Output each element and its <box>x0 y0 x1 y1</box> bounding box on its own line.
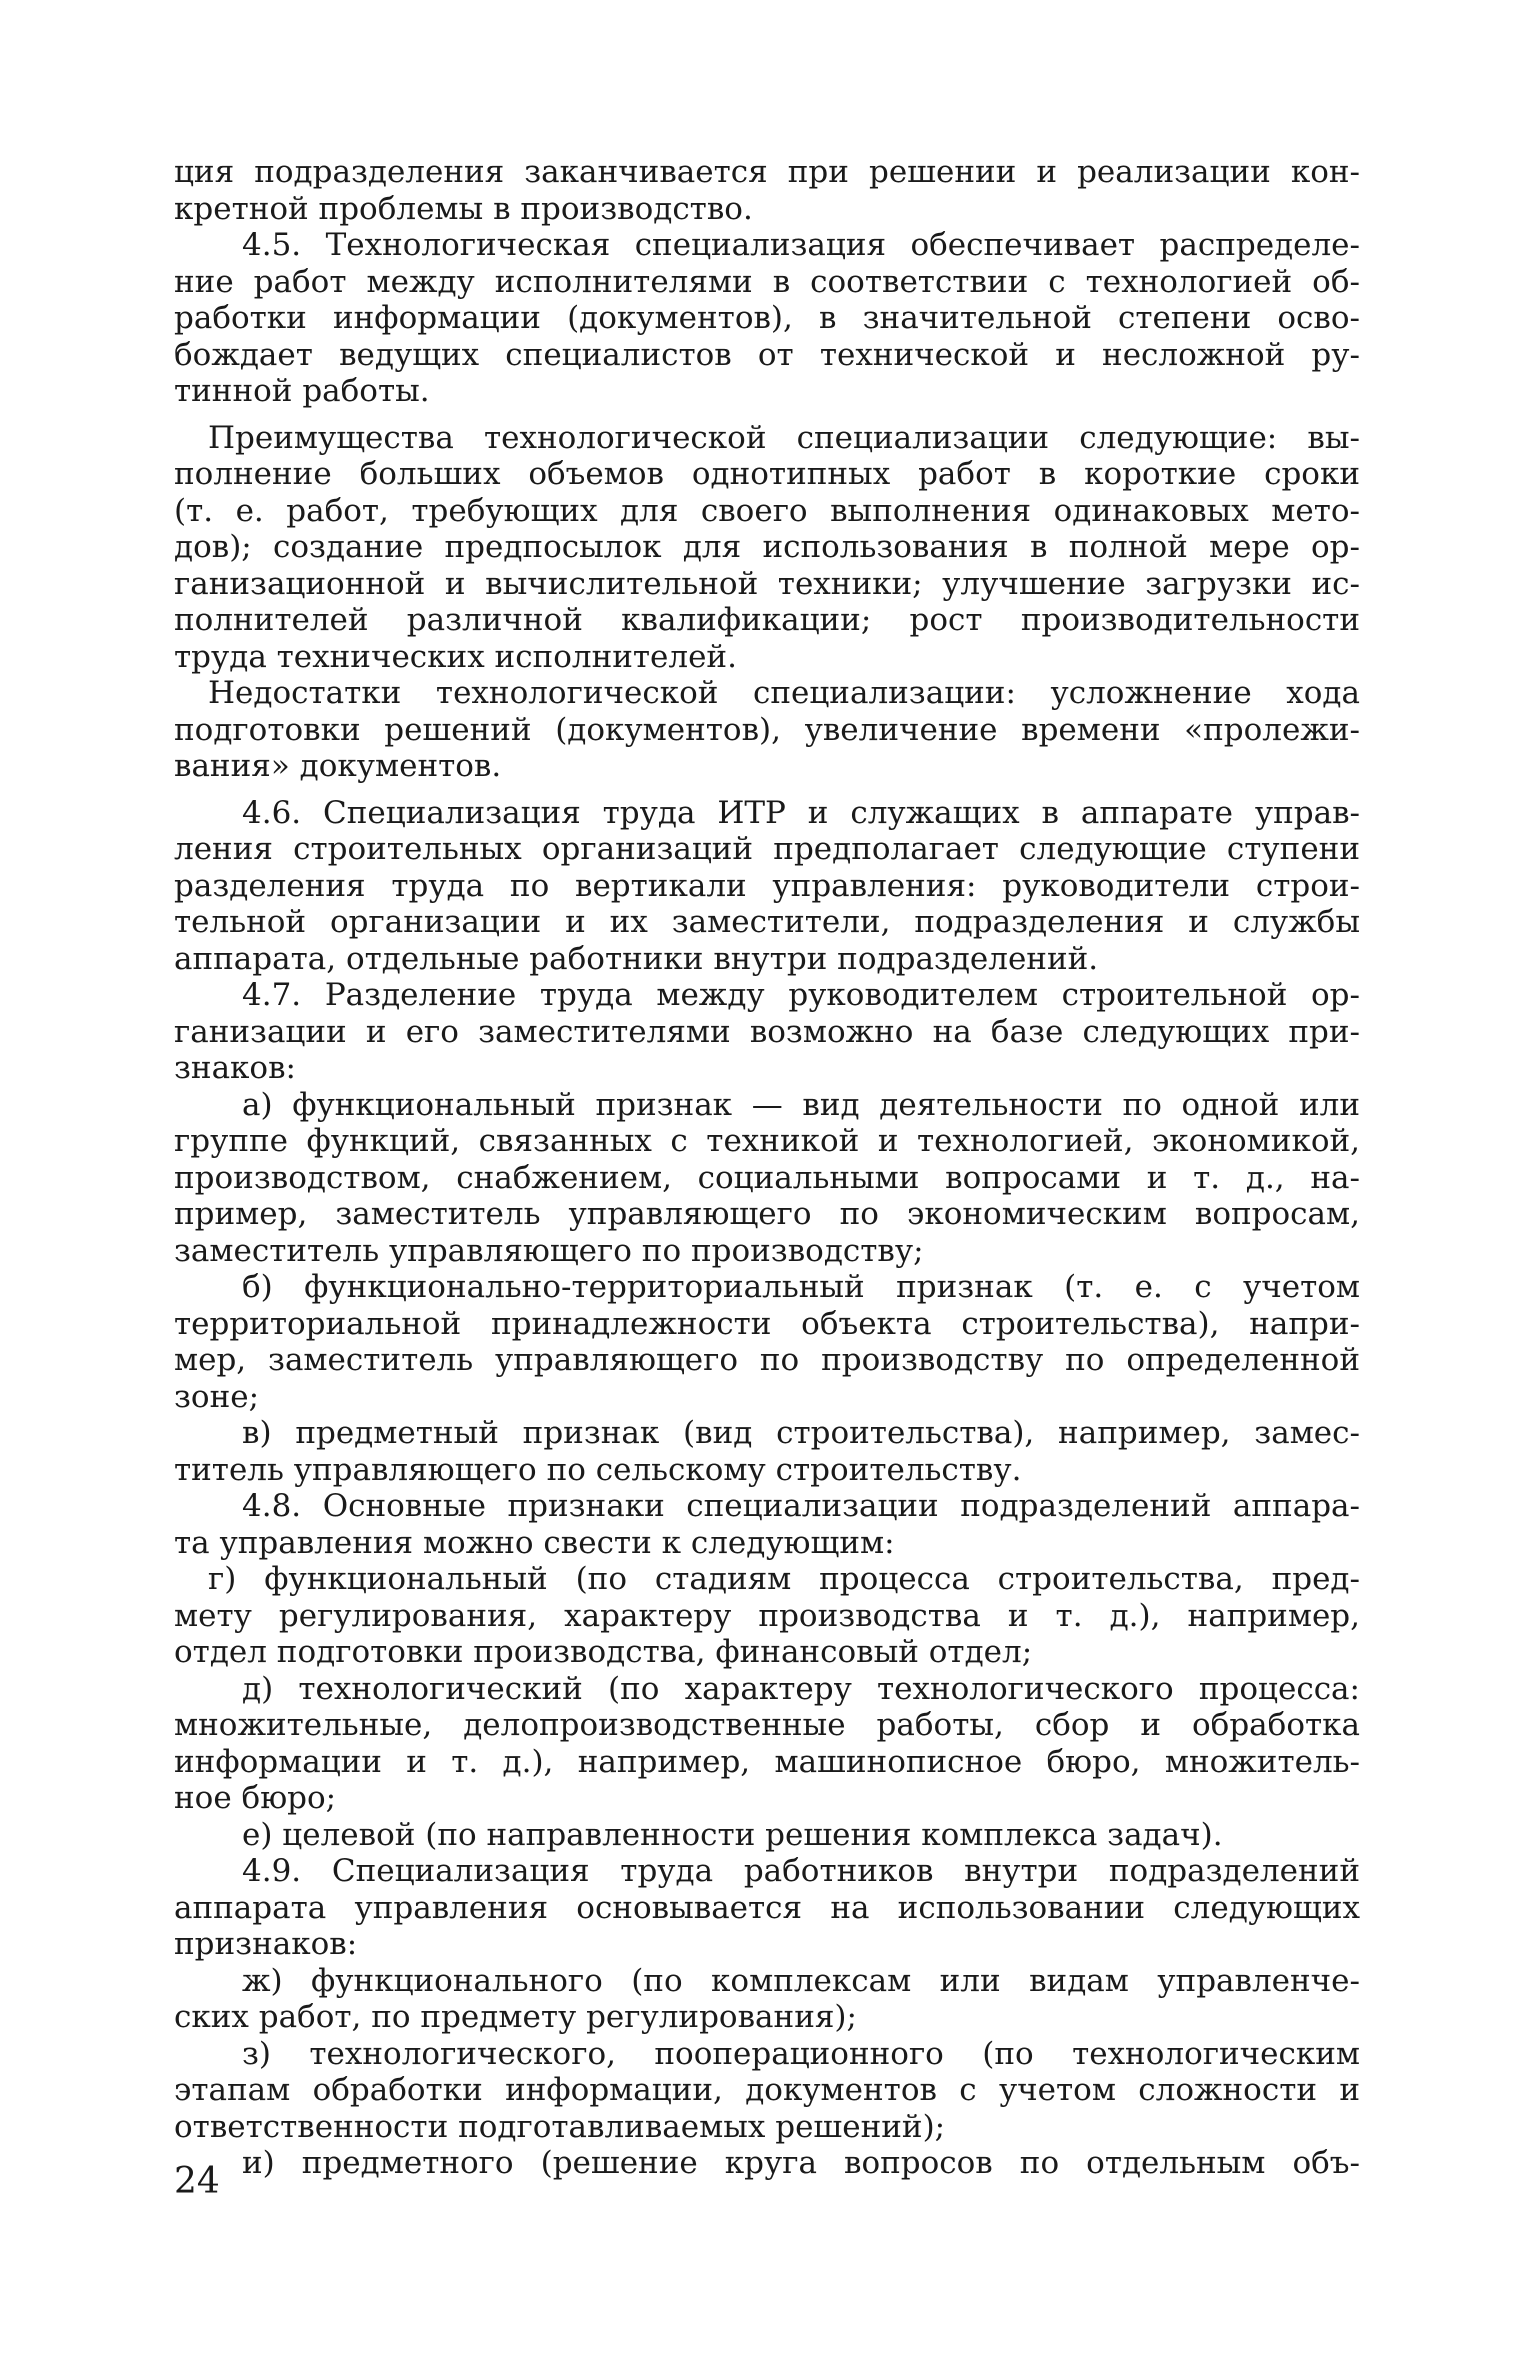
text-line: дов); создание предпосылок для использования в полной мере ор- <box>174 529 1360 565</box>
text-line: ное бюро; <box>174 1780 337 1816</box>
text-line: (т. е. работ, требующих для своего выполнения одинаковых мето- <box>174 492 1360 529</box>
text-line: ганизационной и вычислительной техники; улучшение загрузки ис- <box>174 565 1360 602</box>
text-line: ответственности подготавливаемых решений); <box>174 2108 946 2145</box>
text-line: разделения труда по вертикали управления: руководители строи- <box>174 867 1360 904</box>
text-line: тельной организации и их заместители, подразделения и службы <box>174 904 1360 940</box>
text-line: 4.8. Основные признаки специализации подразделений аппара- <box>242 1488 1360 1524</box>
text-line: вания» документов. <box>174 748 502 784</box>
text-line: зоне; <box>174 1378 260 1415</box>
text-line: и) предметного (решение круга вопросов по отдельным объ- <box>242 2145 1360 2181</box>
text-line: труда технических исполнителей. <box>174 638 737 675</box>
text-line: информации и т. д.), например, машинописное бюро, множитель- <box>174 1743 1360 1780</box>
text-line: признаков: <box>174 1926 358 1962</box>
text-line: аппарата управления основывается на использовании следующих <box>174 1889 1360 1926</box>
text-line: а) функциональный признак — вид деятельности по одной или <box>242 1086 1360 1123</box>
text-line: пример, заместитель управляющего по экономическим вопросам, <box>174 1196 1360 1232</box>
text-line: та управления можно свести к следующим: <box>174 1524 895 1561</box>
page-number: 24 <box>174 2161 220 2202</box>
text-line: аппарата, отдельные работники внутри подразделений. <box>174 940 1099 977</box>
text-line: ция подразделения заканчивается при решении и реализации кон- <box>174 154 1360 190</box>
text-line: 4.5. Технологическая специализация обеспечивает распределе- <box>242 227 1360 263</box>
text-line: 4.7. Разделение труда между руководителем строительной ор- <box>242 977 1360 1013</box>
text-line: кретной проблемы в производство. <box>174 190 753 227</box>
text-line: 4.6. Специализация труда ИТР и служащих в аппарате управ- <box>242 794 1360 831</box>
line-gap <box>174 410 1360 420</box>
text-line: ганизации и его заместителями возможно на базе следующих при- <box>174 1013 1360 1050</box>
text-line: 4.9. Специализация труда работников внутри подразделений <box>242 1853 1360 1889</box>
text-line: производством, снабжением, социальными вопросами и т. д., на- <box>174 1159 1360 1196</box>
text-line: тинной работы. <box>174 373 430 409</box>
text-line: знаков: <box>174 1050 296 1086</box>
text-line: работки информации (документов), в значительной степени осво- <box>174 300 1360 336</box>
text-line: этапам обработки информации, документов с учетом сложности и <box>174 2072 1360 2108</box>
text-line: группе функций, связанных с техникой и технологией, экономикой, <box>174 1123 1360 1159</box>
text-line: Преимущества технологической специализации следующие: вы- <box>208 419 1360 456</box>
text-line: в) предметный признак (вид строительства), например, замес- <box>242 1415 1360 1451</box>
text-line: ления строительных организаций предполагает следующие ступени <box>174 831 1360 867</box>
text-line: е) целевой (по направленности решения комплекса задач). <box>242 1816 1223 1853</box>
text-line: б) функционально-территориальный признак (т. е. с учетом <box>242 1269 1360 1305</box>
text-line: мету регулирования, характеру производства и т. д.), например, <box>174 1597 1360 1634</box>
text-line: подготовки решений (документов), увеличение времени «пролежи- <box>174 711 1360 748</box>
text-line: титель управляющего по сельскому строительству. <box>174 1451 1022 1488</box>
text-line: отдел подготовки производства, финансовый отдел; <box>174 1634 1033 1670</box>
text-line: заместитель управляющего по производству; <box>174 1232 924 1269</box>
text-line: ских работ, по предмету регулирования); <box>174 1999 857 2035</box>
text-line: полнение больших объемов однотипных работ в короткие сроки <box>174 456 1360 492</box>
text-line: бождает ведущих специалистов от технической и несложной ру- <box>174 336 1360 373</box>
text-line: д) технологический (по характеру технологического процесса: <box>242 1670 1360 1707</box>
line-gap <box>174 785 1360 795</box>
text-line: ние работ между исполнителями в соответствии с технологией об- <box>174 263 1360 300</box>
text-line: территориальной принадлежности объекта строительства), напри- <box>174 1305 1360 1342</box>
text-line: полнителей различной квалификации; рост производительности <box>174 602 1360 638</box>
text-line: множительные, делопроизводственные работы, сбор и обработка <box>174 1707 1360 1743</box>
page-body <box>174 154 1360 2182</box>
text-line: ж) функционального (по комплексам или видам управленче- <box>242 1962 1360 1999</box>
text-line: мер, заместитель управляющего по производству по определенной <box>174 1342 1360 1378</box>
text-line: Недостатки технологической специализации: усложнение хода <box>208 675 1360 711</box>
text-line: з) технологического, пооперационного (по технологическим <box>242 2035 1360 2072</box>
text-line: г) функциональный (по стадиям процесса строительства, пред- <box>208 1561 1360 1597</box>
